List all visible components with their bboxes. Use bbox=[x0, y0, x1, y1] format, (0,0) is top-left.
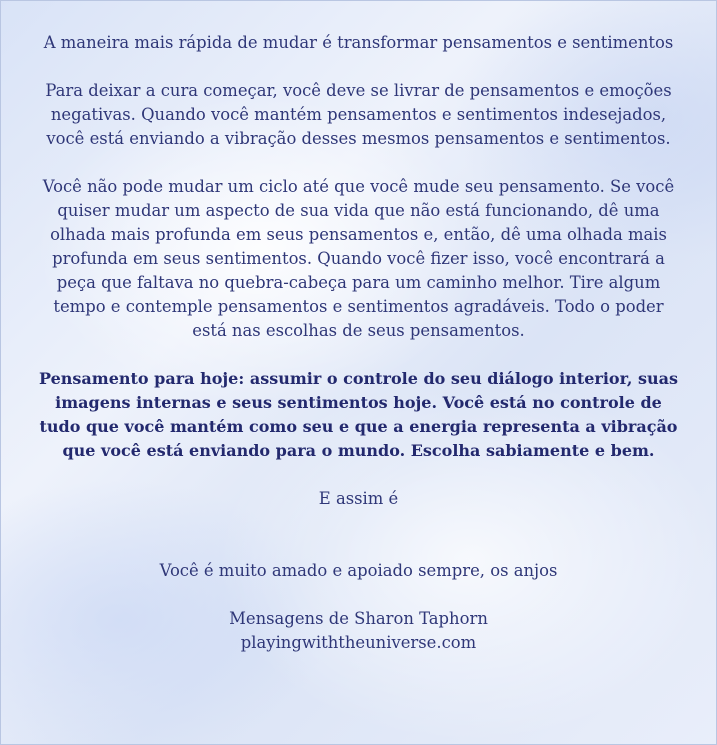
paragraph-letting-go: Para deixar a cura começar, você deve se livrar de pensamentos e emoções negativas. Quando você mantém pensamentos e sentimentos indesejados, você está enviando a vibração desses mesmos pensamentos e sentimentos. bbox=[45, 81, 672, 148]
paragraph-changing-cycle: Você não pode mudar um ciclo até que você mude seu pensamento. Se você quiser mudar um aspecto de sua vida que não está funcionando, dê uma olhada mais profunda em seus pensamentos e, então, dê uma olhada mais profunda em seus sentimentos. Quando você fizer isso, você encontrará a peça que faltava no quebra-cabeça para um caminho melhor. Tire algum tempo e contemple pensamentos e sentimentos agradáveis. Todo o poder está nas escolhas de seus pensamentos. bbox=[42, 177, 675, 340]
closing-line: E assim é bbox=[318, 489, 399, 508]
message-title: A maneira mais rápida de mudar é transformar pensamentos e sentimentos bbox=[43, 33, 674, 52]
author-credit: Mensagens de Sharon Taphorn bbox=[229, 609, 488, 628]
website-link[interactable]: playingwiththeuniverse.com bbox=[240, 633, 477, 652]
angels-signoff: Você é muito amado e apoiado sempre, os anjos bbox=[159, 561, 558, 580]
spacer bbox=[34, 535, 683, 559]
message-body bbox=[34, 31, 683, 655]
thought-for-today: Pensamento para hoje: assumir o controle do seu diálogo interior, suas imagens internas e seus sentimentos hoje. Você está no controle de tudo que você mantém como seu e que a energia representa a vibração que você está enviando para o mundo. Escolha sabiamente e bem. bbox=[39, 369, 678, 460]
